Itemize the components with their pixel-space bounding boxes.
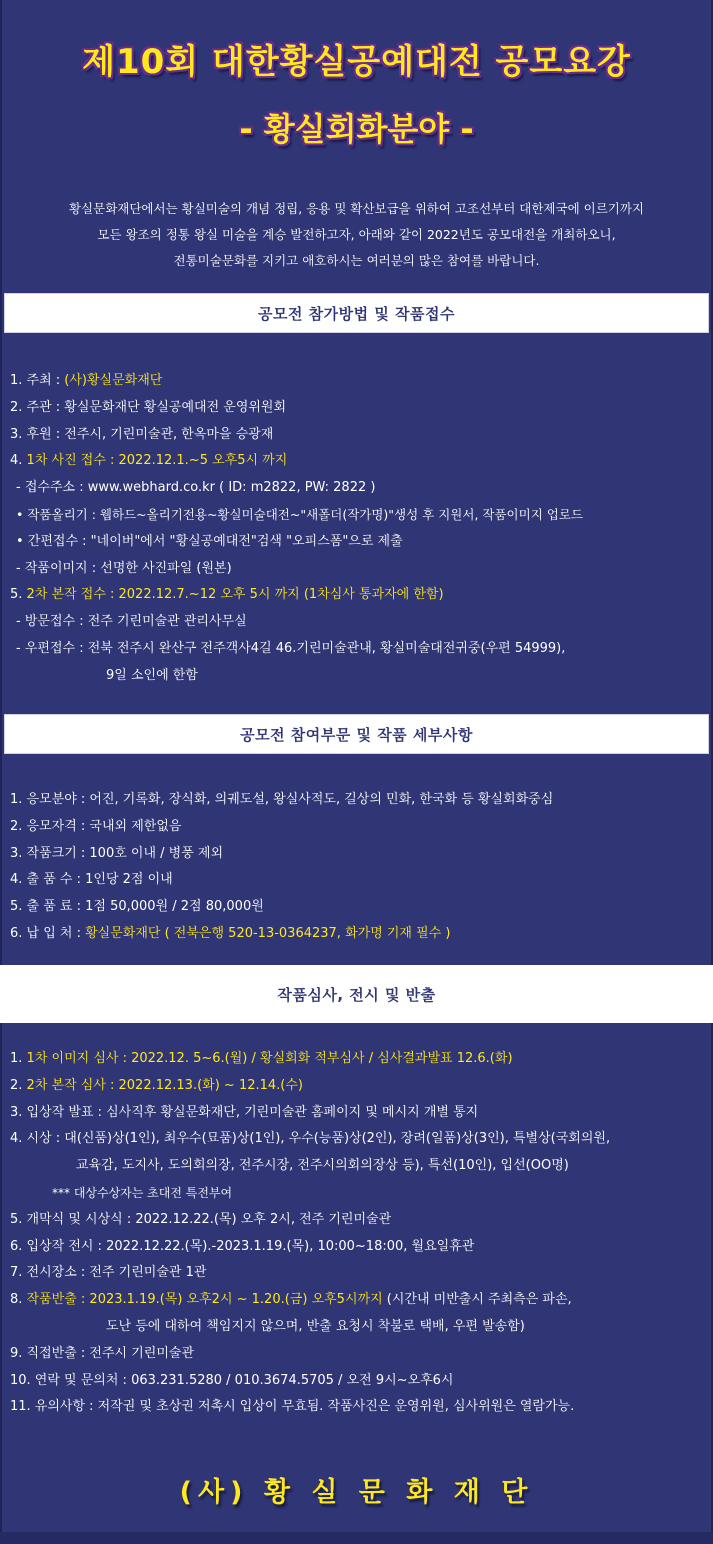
list-item: 2. 2차 본작 심사 : 2022.12.13.(화) ~ 12.14.(수) [10, 1077, 303, 1093]
list-item: • 간편접수 : "네이버"에서 "황실공예대전"검색 "오피스폼"으로 제출 [16, 533, 403, 549]
list-item: 5. 출 품 료 : 1점 50,000원 / 2점 80,000원 [10, 899, 264, 915]
list-item: 10. 연락 및 문의처 : 063.231.5280 / 010.3674.5705 / 오전 9시~오후6시 [10, 1372, 454, 1388]
list-item: *** 대상수상자는 초대전 특전부여 [52, 1185, 233, 1200]
section-heading-categories [4, 714, 709, 754]
section-heading-text: 공모전 참가방법 및 작품접수 [257, 304, 456, 323]
intro-text [0, 196, 713, 274]
section-list-categories [10, 787, 708, 948]
list-item: 7. 전시장소 : 전주 기린미술관 1관 [10, 1265, 207, 1281]
section-heading-text: 공모전 참여부문 및 작품 세부사항 [240, 725, 473, 744]
list-item: - 방문접수 : 전주 기린미술관 관리사무실 [16, 614, 247, 630]
list-item: 도난 등에 대하여 책임지지 않으며, 반출 요청시 착불로 택배, 우편 발송함) [106, 1318, 525, 1334]
list-item: 4. 출 품 수 : 1인당 2점 이내 [10, 872, 173, 888]
list-item: - 우편접수 : 전북 전주시 완산구 전주객사4길 46.기린미술관내, 황실미술대전귀중(우편 54999), [16, 640, 566, 656]
list-item: - 접수주소 : www.webhard.co.kr ( ID: m2822, PW: 2822 ) [16, 480, 376, 496]
list-item: 6. 입상작 전시 : 2022.12.22.(목).-2023.1.19.(목), 10:00~18:00, 월요일휴관 [10, 1238, 475, 1254]
section-heading-application [4, 293, 709, 333]
list-item: 4. 시상 : 대(신품)상(1인), 최우수(묘품)상(1인), 우수(능품)상(2인), 장려(일품)상(3인), 특별상(국회의원, [10, 1131, 611, 1147]
list-item: 6. 납 입 처 : 황실문화재단 ( 전북은행 520-13-0364237, 화가명 기재 필수 ) [10, 925, 451, 941]
list-item: 8. 작품반출 : 2023.1.19.(목) 오후2시 ~ 1.20.(금) 오후5시까지 (시간내 미반출시 주최측은 파손, [10, 1292, 572, 1308]
intro-line: 모든 왕조의 정통 왕실 미술을 계승 발전하고자, 아래와 같이 2022년도 공모대전을 개최하오니, [97, 227, 616, 242]
list-item: 3. 후원 : 전주시, 기린미술관, 한옥마을 승광재 [10, 426, 274, 442]
section-list-judging [10, 1046, 708, 1421]
page-subtitle: - 황실회화분야 - [239, 110, 474, 148]
section-heading-text: 작품심사, 전시 및 반출 [277, 985, 436, 1004]
list-item: 9. 직접반출 : 전주시 기린미술관 [10, 1345, 195, 1361]
list-item: 교육감, 도지사, 도의회의장, 전주시장, 전주시의회의장상 등), 특선(10인), 입선(OO명) [76, 1158, 569, 1174]
list-item: 9일 소인에 한함 [106, 667, 198, 683]
list-item: - 작품이미지 : 선명한 사진파일 (원본) [16, 560, 232, 576]
list-item: 1. 1차 이미지 심사 : 2022.12. 5~6.(월) / 황실회화 적부심사 / 심사결과발표 12.6.(화) [10, 1051, 513, 1066]
intro-line: 황실문화재단에서는 황실미술의 개념 정립, 응용 및 확산보급을 위하여 고조선부터 대한제국에 이르기까지 [68, 201, 644, 216]
list-item: 1. 주최 : (사)황실문화재단 [10, 373, 163, 388]
section-heading-judging [0, 965, 713, 1023]
list-item: 3. 작품크기 : 100호 이내 / 병풍 제외 [10, 845, 224, 861]
list-item: 2. 주관 : 황실문화재단 황실공예대전 운영위원회 [10, 399, 287, 415]
bottom-strip [0, 1532, 713, 1544]
page-title: 제10회 대한황실공예대전 공모요강 [82, 42, 631, 82]
intro-line: 전통미술문화를 지키고 애호하시는 여러분의 많은 참여를 바랍니다. [173, 253, 540, 268]
list-item: 11. 유의사항 : 저작권 및 초상권 저촉시 입상이 무효됨. 작품사진은 운영위원, 심사위원은 열람가능. [10, 1399, 575, 1415]
list-item: • 작품올리기 : 웹하드~올리기전용~황실미술대전~"새폴더(작가명)"생성 후 지원서, 작품이미지 업로드 [16, 506, 583, 522]
list-item: 4. 1차 사진 접수 : 2022.12.1.~5 오후5시 까지 [10, 453, 288, 469]
section-list-application [10, 368, 708, 690]
organizer-footer: (사) 황 실 문 화 재 단 [179, 1477, 534, 1508]
list-item: 3. 입상작 발표 : 심사직후 황실문화재단, 기린미술관 홈페이지 및 메시지 개별 통지 [10, 1104, 479, 1120]
list-item: 2. 응모자격 : 국내외 제한없음 [10, 818, 182, 834]
list-item: 5. 개막식 및 시상식 : 2022.12.22.(목) 오후 2시, 전주 기린미술관 [10, 1211, 392, 1227]
list-item: 1. 응모분야 : 어진, 기록화, 장식화, 의궤도설, 왕실사적도, 길상의 민화, 한국화 등 황실회화중심 [10, 792, 554, 807]
list-item: 5. 2차 본작 접수 : 2022.12.7.~12 오후 5시 까지 (1차심사 통과자에 한함) [10, 587, 444, 603]
